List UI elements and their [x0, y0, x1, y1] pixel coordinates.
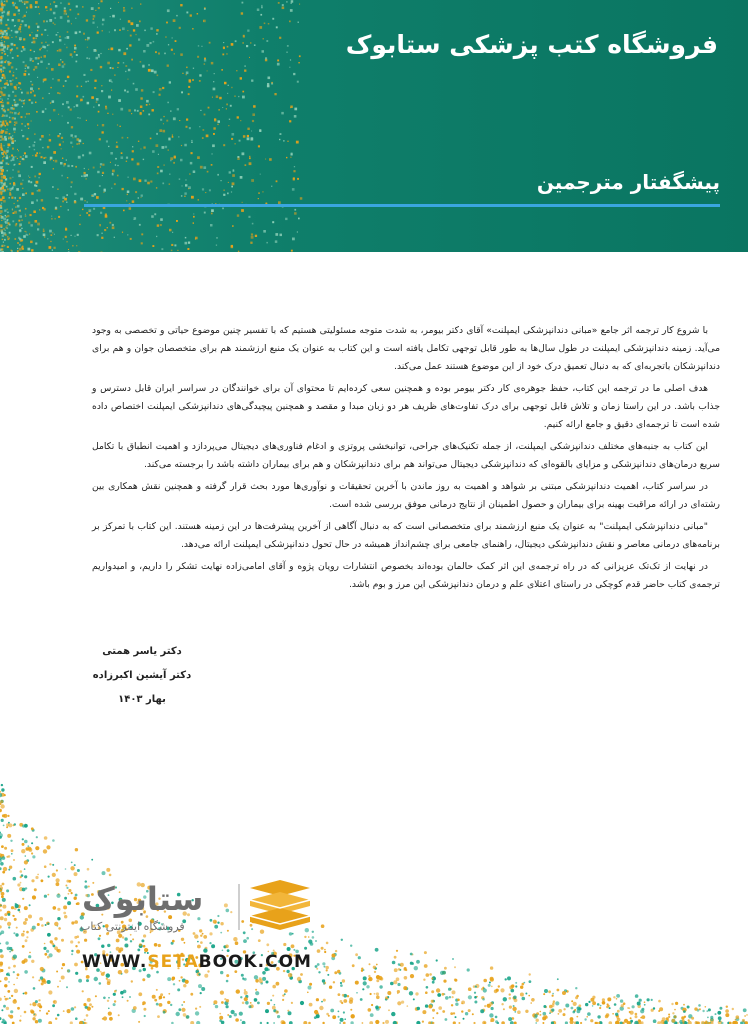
header-banner [0, 0, 748, 252]
website-prefix: WWW. [82, 952, 148, 972]
website-url[interactable] [82, 952, 312, 972]
translator-name: دکتر یاسر همتی [102, 646, 182, 657]
store-title: فروشگاه کتب پزشکی ستابوک [345, 30, 718, 59]
signature-date: بهار ۱۴۰۳ [118, 694, 166, 705]
paragraph: هدف اصلی ما در ترجمه این کتاب، حفظ جوهره‌ی کار دکتر بیومر بوده و همچنین سعی کرده‌ایم تا محتوای آن برای خوانندگان در سراسر ایران قابل دسترس و جذاب باشد. در این راستا زمان و تلاش قابل توجهی برای درک تفاوت‌های ظریف هر دو زبان مبدا و مقصد و همچنین پیچیدگی‌های دندانپزشکی ایمپلنت اختصاص داده شده است تا ترجمه‌ای دقیق و جامع ارائه کنیم. [92, 383, 720, 430]
preface-body [92, 322, 720, 598]
title-underline [84, 204, 720, 207]
signature-block [92, 640, 192, 712]
website-accent: SETA [147, 952, 199, 972]
logo-separator [238, 884, 240, 930]
paragraph: در نهایت از تک‌تک عزیزانی که در راه ترجمه‌ی این اثر کمک حالمان بوده‌اند بخصوص انتشارات رویان پژوه و آقای امامی‌زاده نهایت تشکر را داریم، و امیدواریم ترجمه‌ی کتاب حاضر قدم کوچکی در راستای اعتلای علم و درمان دندانپزشکی این مرز و بوم باشد. [92, 561, 720, 590]
paragraph: این کتاب به جنبه‌های مختلف دندانپزشکی ایمپلنت، از جمله تکنیک‌های جراحی، توانبخشی پروتزی و ادغام فناوری‌های دیجیتال می‌پردازد و اهمیت انطباق با تکامل سریع درمان‌های دندانپزشکی و مزایای بالقوه‌ای که دندانپزشکی دیجیتال می‌تواند هم برای دندانپزشکان و هم برای بیماران داشته باشد را برجسته می‌کند. [92, 441, 720, 470]
translator-name: دکتر آیشین اکبرزاده [92, 670, 192, 681]
logo-brand-text: ستابوک [82, 880, 204, 918]
logo-tagline: فروشگاه اینترنتی کتاب [80, 920, 185, 933]
section-title: پیشگفتار مترجمین [536, 170, 720, 194]
website-suffix: BOOK.COM [198, 952, 312, 972]
paragraph: با شروع کار ترجمه اثر جامع «مبانی دندانپزشکی ایمپلنت» آقای دکتر بیومر، به شدت متوجه مسئولیتی هستیم که با تفسیر چنین موضوع حیاتی و تخصصی به وجود می‌آید. زمینه دندانپزشکی ایمپلنت در طول سال‌ها به طور قابل توجهی تکامل یافته است و این کتاب به عنوان یک منبع ارزشمند هم برای متخصصان جوان و هم برای دندانپزشکان باتجربه‌ای که به دنبال تعمیق درک خود از این موضوع هستند عمل می‌کند. [92, 325, 720, 372]
paragraph: "مبانی دندانپزشکی ایمپلنت" به عنوان یک منبع ارزشمند برای متخصصانی است که به دنبال آگاهی از آخرین پیشرفت‌ها در این زمینه هستند. این کتاب با تمرکز بر برنامه‌های درمانی معاصر و نقش دندانپزشکی دیجیتال، راهنمای جامعی برای چشم‌انداز همیشه در حال تحول دندانپزشکی ایمپلنت ارائه می‌دهد. [92, 521, 720, 550]
paragraph: در سراسر کتاب، اهمیت دندانپزشکی مبتنی بر شواهد و اهمیت به روز ماندن با آخرین تحقیقات و نوآوری‌ها مورد بحث قرار گرفته و همچنین نقش همکاری بین رشته‌ای در ارائه مراقبت بهینه برای بیماران و حصول اطمینان از نتایج درمانی موفق بررسی شده است. [92, 481, 720, 510]
setabook-logo [70, 876, 330, 938]
book-stack-icon [246, 878, 316, 936]
